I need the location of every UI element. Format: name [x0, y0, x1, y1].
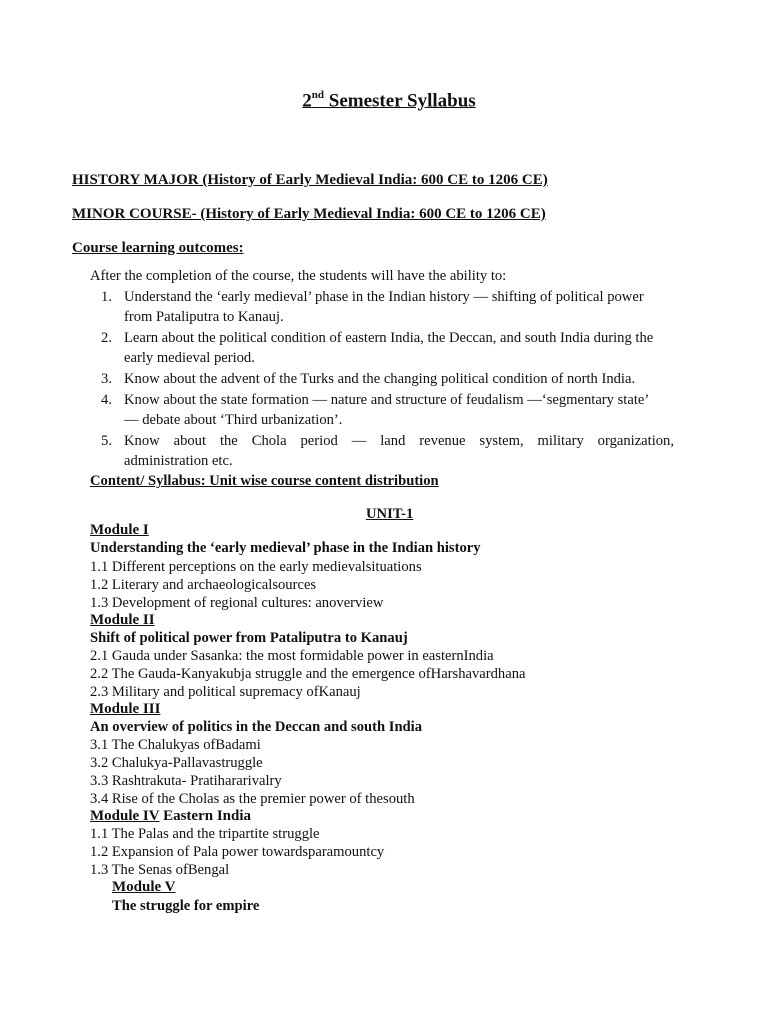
- module-item: 2.1 Gauda under Sasanka: the most formidable power in easternIndia: [90, 648, 494, 664]
- module-item: 1.3 Development of regional cultures: anoverview: [90, 595, 384, 611]
- module-1-label: Module I: [90, 522, 149, 538]
- module-5-label: Module V: [112, 879, 176, 895]
- module-item: 1.2 Expansion of Pala power towardsparamountcy: [90, 844, 385, 860]
- module-item: 1.2 Literary and archaeologicalsources: [90, 577, 317, 593]
- module-item: 2.3 Military and political supremacy ofKanauj: [90, 684, 361, 700]
- outcomes-heading: Course learning outcomes:: [72, 240, 244, 256]
- module-item: 3.2 Chalukya-Pallavastruggle: [90, 755, 263, 771]
- content-heading: Content/ Syllabus: Unit wise course content distribution: [90, 473, 439, 489]
- module-4-label: Module IV: [90, 808, 160, 824]
- module-1-title: Understanding the ‘early medieval’ phase in the Indian history: [90, 540, 481, 556]
- outcomes-intro: After the completion of the course, the students will have the ability to:: [90, 268, 507, 284]
- module-4-heading: [90, 808, 251, 825]
- page-title: 2nd Semester Syllabus: [302, 89, 476, 112]
- unit-label: UNIT-1: [366, 506, 414, 522]
- module-4-title: Eastern India: [159, 808, 252, 824]
- module-3-label: Module III: [90, 701, 161, 717]
- module-5-title: The struggle for empire: [112, 898, 260, 914]
- module-2-label: Module II: [90, 612, 155, 628]
- module-2-title: Shift of political power from Pataliputra to Kanauj: [90, 630, 408, 646]
- module-3-title: An overview of politics in the Deccan and south India: [90, 719, 423, 735]
- module-item: 2.2 The Gauda-Kanyakubja struggle and the emergence ofHarshavardhana: [90, 666, 526, 682]
- module-item: 3.1 The Chalukyas ofBadami: [90, 737, 261, 753]
- module-item: 3.4 Rise of the Cholas as the premier power of thesouth: [90, 791, 415, 807]
- heading-minor: MINOR COURSE- (History of Early Medieval India: 600 CE to 1206 CE): [72, 206, 546, 222]
- module-item: 1.3 The Senas ofBengal: [90, 862, 230, 878]
- module-item: 1.1 Different perceptions on the early medievalsituations: [90, 559, 422, 575]
- module-item: 3.3 Rashtrakuta- Pratihararivalry: [90, 773, 282, 789]
- heading-major: HISTORY MAJOR (History of Early Medieval India: 600 CE to 1206 CE): [72, 172, 548, 188]
- module-item: 1.1 The Palas and the tripartite struggle: [90, 826, 320, 842]
